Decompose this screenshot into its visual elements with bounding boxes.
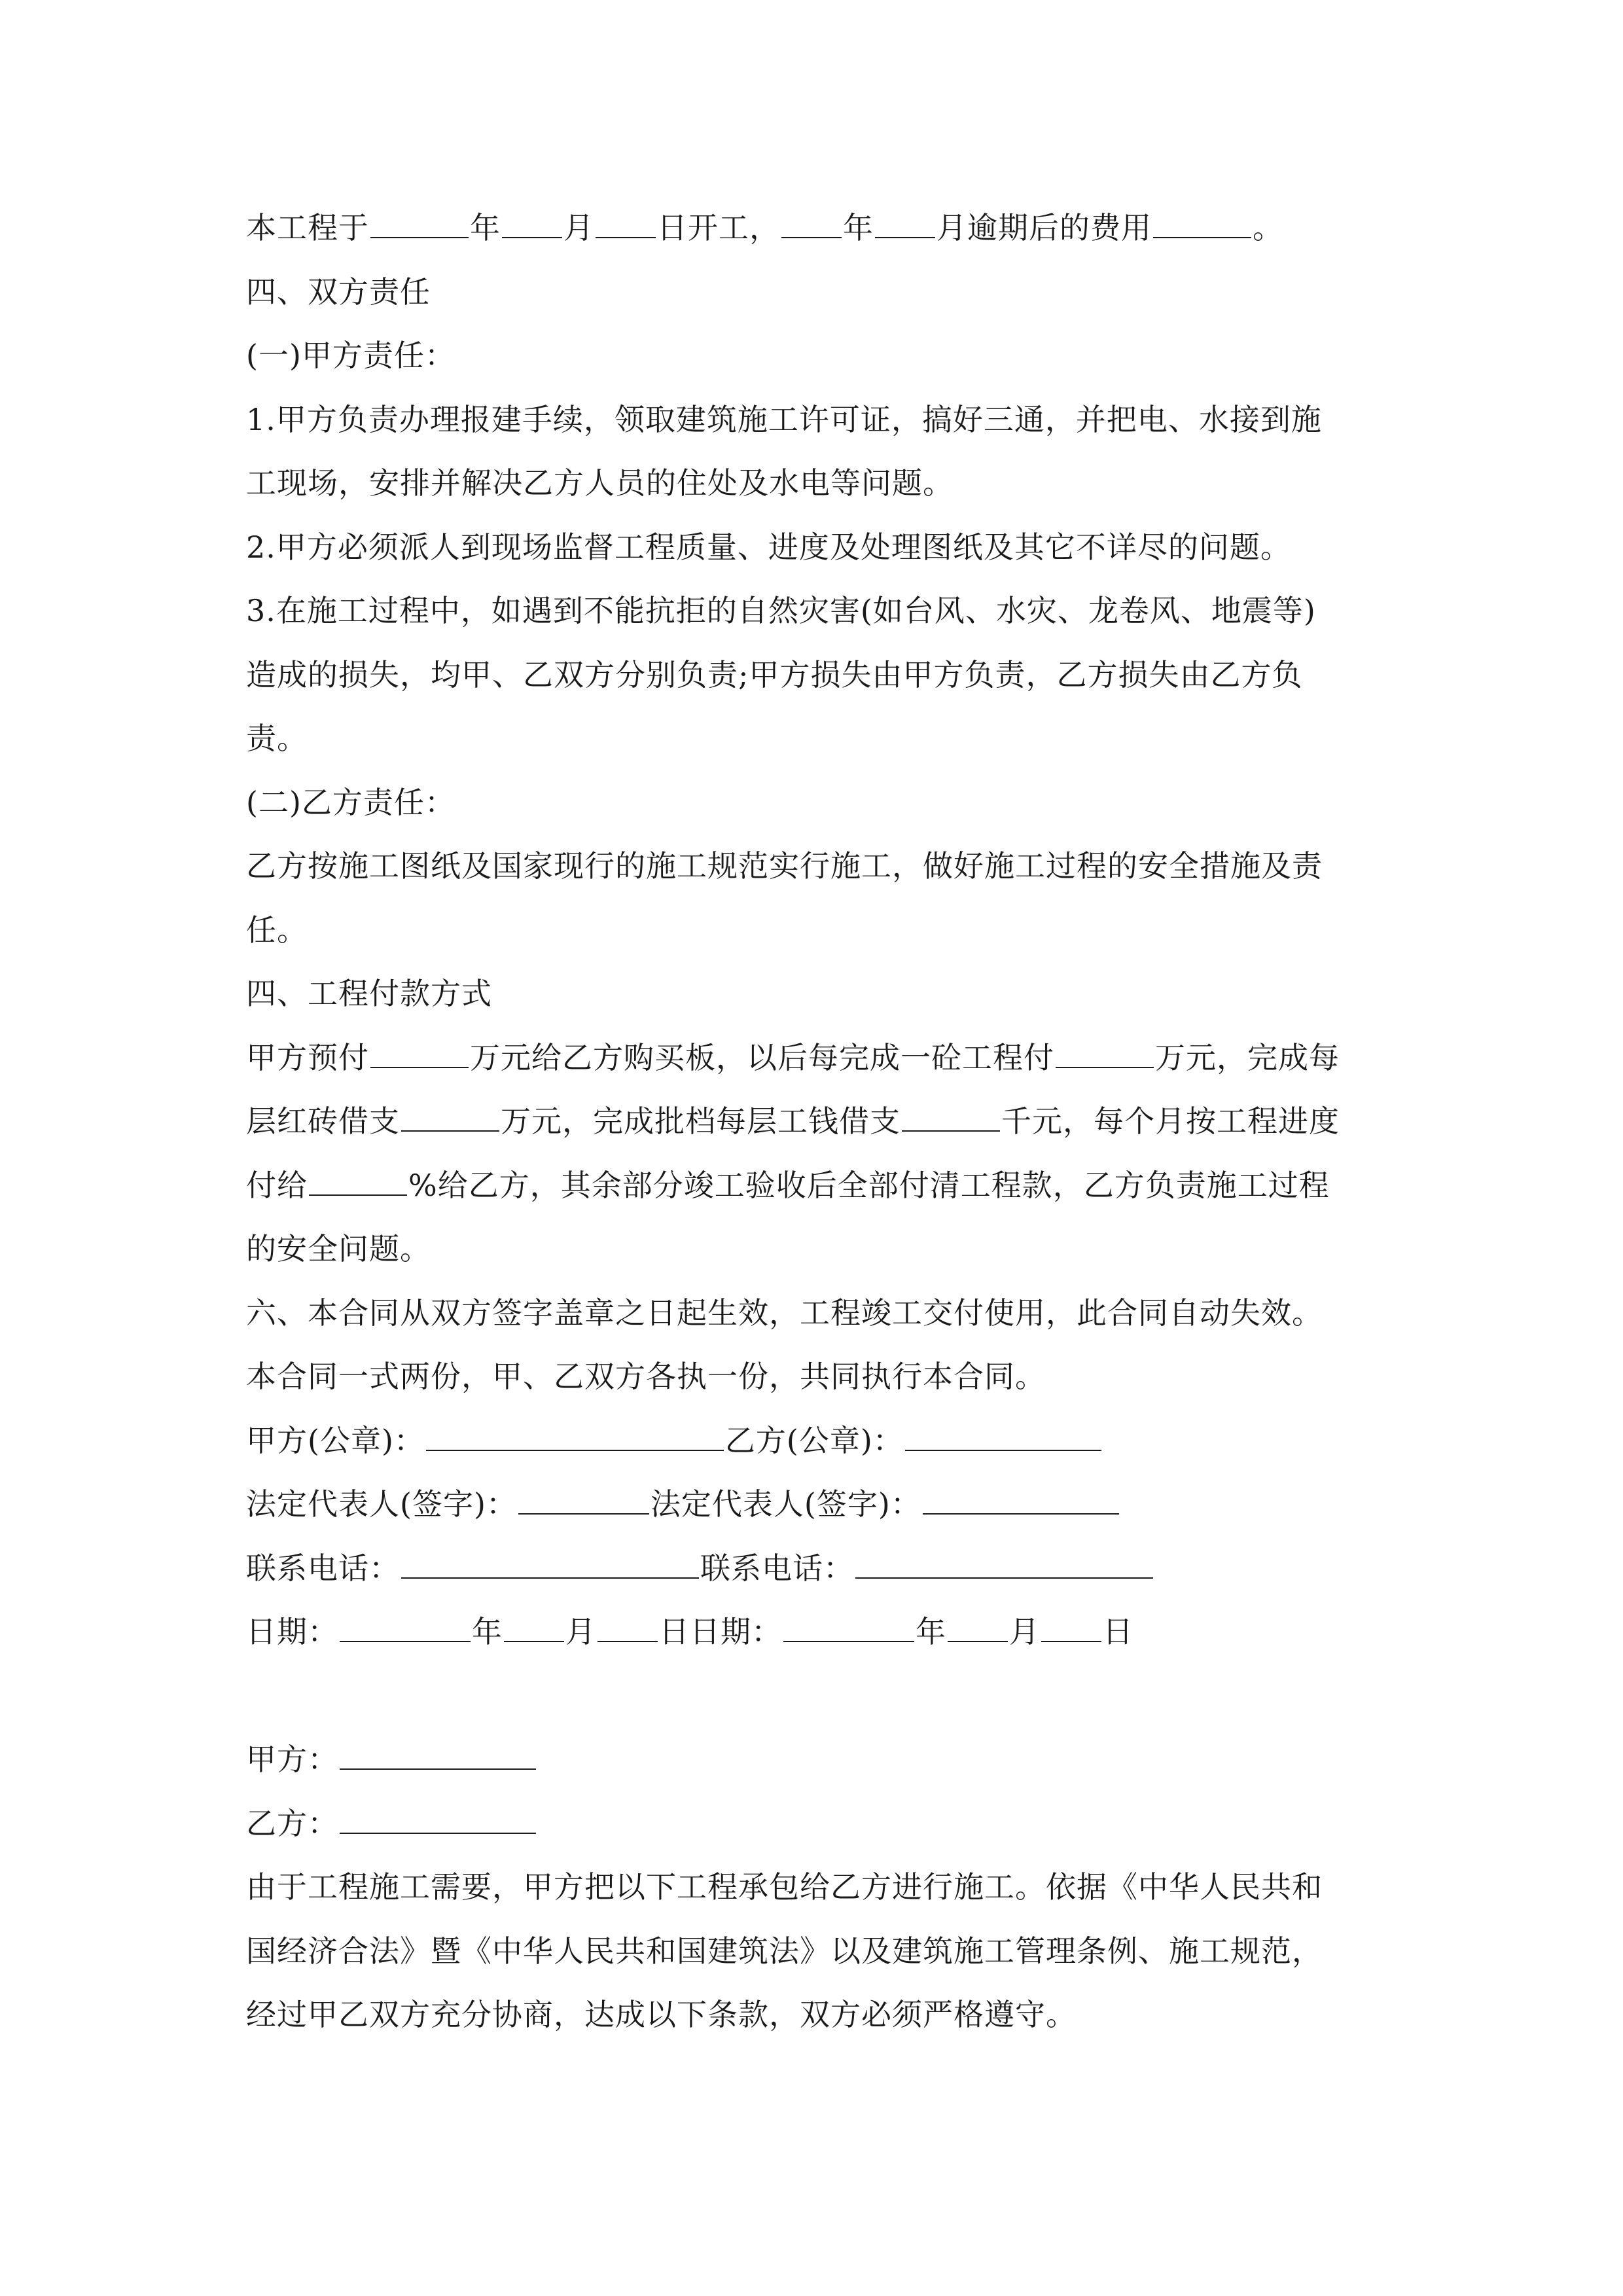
text: 联系电话： (700, 1550, 854, 1586)
text: 日期： (246, 1614, 338, 1649)
blank-field[interactable] (401, 1552, 699, 1579)
text: 乙方(公章)： (724, 1422, 904, 1458)
text: 月 (565, 1614, 596, 1649)
blank-field[interactable] (783, 1616, 914, 1642)
blank-field[interactable] (340, 1616, 471, 1642)
text: 本工程于 (246, 210, 369, 245)
paragraph-line: 六、本合同从双方签字盖章之日起生效，工程竣工交付使用，此合同自动失效。 (246, 1295, 1323, 1331)
text: 付给 (246, 1167, 308, 1203)
blank-field[interactable] (948, 1616, 1008, 1642)
blank-field[interactable] (781, 212, 842, 238)
blank-field[interactable] (370, 212, 469, 238)
section-heading: 四、工程付款方式 (246, 976, 492, 1011)
paragraph-line: 国经济合法》暨《中华人民共和国建筑法》以及建筑施工管理条例、施工规范， (246, 1933, 1323, 1969)
text: 日日期： (659, 1614, 782, 1649)
text: 法定代表人(签字)： (246, 1486, 517, 1522)
text: 甲方(公章)： (246, 1422, 425, 1458)
paragraph-line: 1.甲方负责办理报建手续，领取建筑施工许可证，搞好三通，并把电、水接到施 (246, 401, 1322, 437)
paragraph-line: 经过甲乙双方充分协商，达成以下条款，双方必须严格遵守。 (246, 1997, 1077, 2032)
paragraph-line: 责。 (246, 721, 308, 756)
paragraph-line: 造成的损失，均甲、乙双方分别负责;甲方损失由甲方负责，乙方损失由乙方负 (246, 656, 1303, 692)
text: 年 (472, 1614, 503, 1649)
blank-field[interactable] (340, 1808, 536, 1834)
blank-field[interactable] (923, 1488, 1119, 1515)
paragraph-line: 工现场，安排并解决乙方人员的住处及水电等问题。 (246, 465, 954, 501)
payment-line (246, 1154, 1411, 1218)
paragraph-line: 由于工程施工需要，甲方把以下工程承包给乙方进行施工。依据《中华人民共和 (246, 1869, 1323, 1905)
blank-field[interactable] (502, 212, 562, 238)
blank-field[interactable] (855, 1552, 1153, 1579)
text: 万元，完成每 (1155, 1039, 1340, 1075)
party-a-line (246, 1728, 1411, 1792)
text: 月 (563, 210, 594, 245)
text: 日 (1103, 1614, 1133, 1649)
paragraph-line: 2.甲方必须派人到现场监督工程质量、进度及处理图纸及其它不详尽的问题。 (246, 529, 1291, 565)
text: 联系电话： (246, 1550, 400, 1586)
text: %给乙方，其余部分竣工验收后全部付清工程款，乙方负责施工过程 (408, 1167, 1330, 1203)
blank-field[interactable] (902, 1105, 1000, 1132)
blank-field[interactable] (518, 1488, 649, 1515)
text: 月逾期后的费用 (936, 210, 1152, 245)
text: 万元，完成批档每层工钱借支 (501, 1103, 901, 1139)
text: 千元，每个月按工程进度 (1001, 1103, 1340, 1139)
payment-line (246, 1026, 1411, 1090)
text: 乙方： (246, 1805, 338, 1841)
subsection-heading: (二)乙方责任： (246, 784, 455, 820)
text: 日开工， (657, 210, 780, 245)
spacer (246, 1664, 1411, 1729)
blank-field[interactable] (596, 212, 656, 238)
date-line (246, 1600, 1411, 1664)
blank-field[interactable] (1153, 212, 1251, 238)
representative-line (246, 1473, 1411, 1537)
text: 年 (470, 210, 501, 245)
blank-field[interactable] (597, 1616, 658, 1642)
blank-field[interactable] (875, 212, 935, 238)
subsection-heading: (一)甲方责任： (246, 338, 455, 373)
text: 月 (1009, 1614, 1040, 1649)
blank-field[interactable] (370, 1042, 469, 1068)
text: 万元给乙方购买板，以后每完成一砼工程付 (470, 1039, 1054, 1075)
blank-field[interactable] (1056, 1042, 1154, 1068)
text: 甲方预付 (246, 1039, 369, 1075)
blank-field[interactable] (309, 1170, 407, 1196)
blank-field[interactable] (426, 1425, 724, 1451)
blank-field[interactable] (401, 1105, 499, 1132)
text: 甲方： (246, 1742, 338, 1777)
paragraph-line: 3.在施工过程中，如遇到不能抗拒的自然灾害(如台风、水灾、龙卷风、地震等) (246, 593, 1316, 628)
start-date-line (246, 196, 1411, 260)
text: 年 (916, 1614, 946, 1649)
paragraph-line: 本合同一式两份，甲、乙双方各执一份，共同执行本合同。 (246, 1359, 1046, 1394)
text: 。 (1253, 210, 1283, 245)
paragraph-line: 的安全问题。 (246, 1231, 431, 1266)
text: 层红砖借支 (246, 1103, 400, 1139)
paragraph-line: 乙方按施工图纸及国家现行的施工规范实行施工，做好施工过程的安全措施及责 (246, 848, 1323, 884)
seal-line (246, 1409, 1411, 1473)
phone-line (246, 1537, 1411, 1601)
payment-line (246, 1090, 1411, 1154)
document-body (246, 196, 1411, 2047)
paragraph-line: 任。 (246, 912, 308, 948)
blank-field[interactable] (905, 1425, 1101, 1451)
party-b-line (246, 1792, 1411, 1856)
blank-field[interactable] (1041, 1616, 1101, 1642)
blank-field[interactable] (504, 1616, 564, 1642)
section-heading: 四、双方责任 (246, 274, 431, 310)
text: 年 (843, 210, 874, 245)
blank-field[interactable] (340, 1744, 536, 1770)
text: 法定代表人(签字)： (650, 1486, 921, 1522)
